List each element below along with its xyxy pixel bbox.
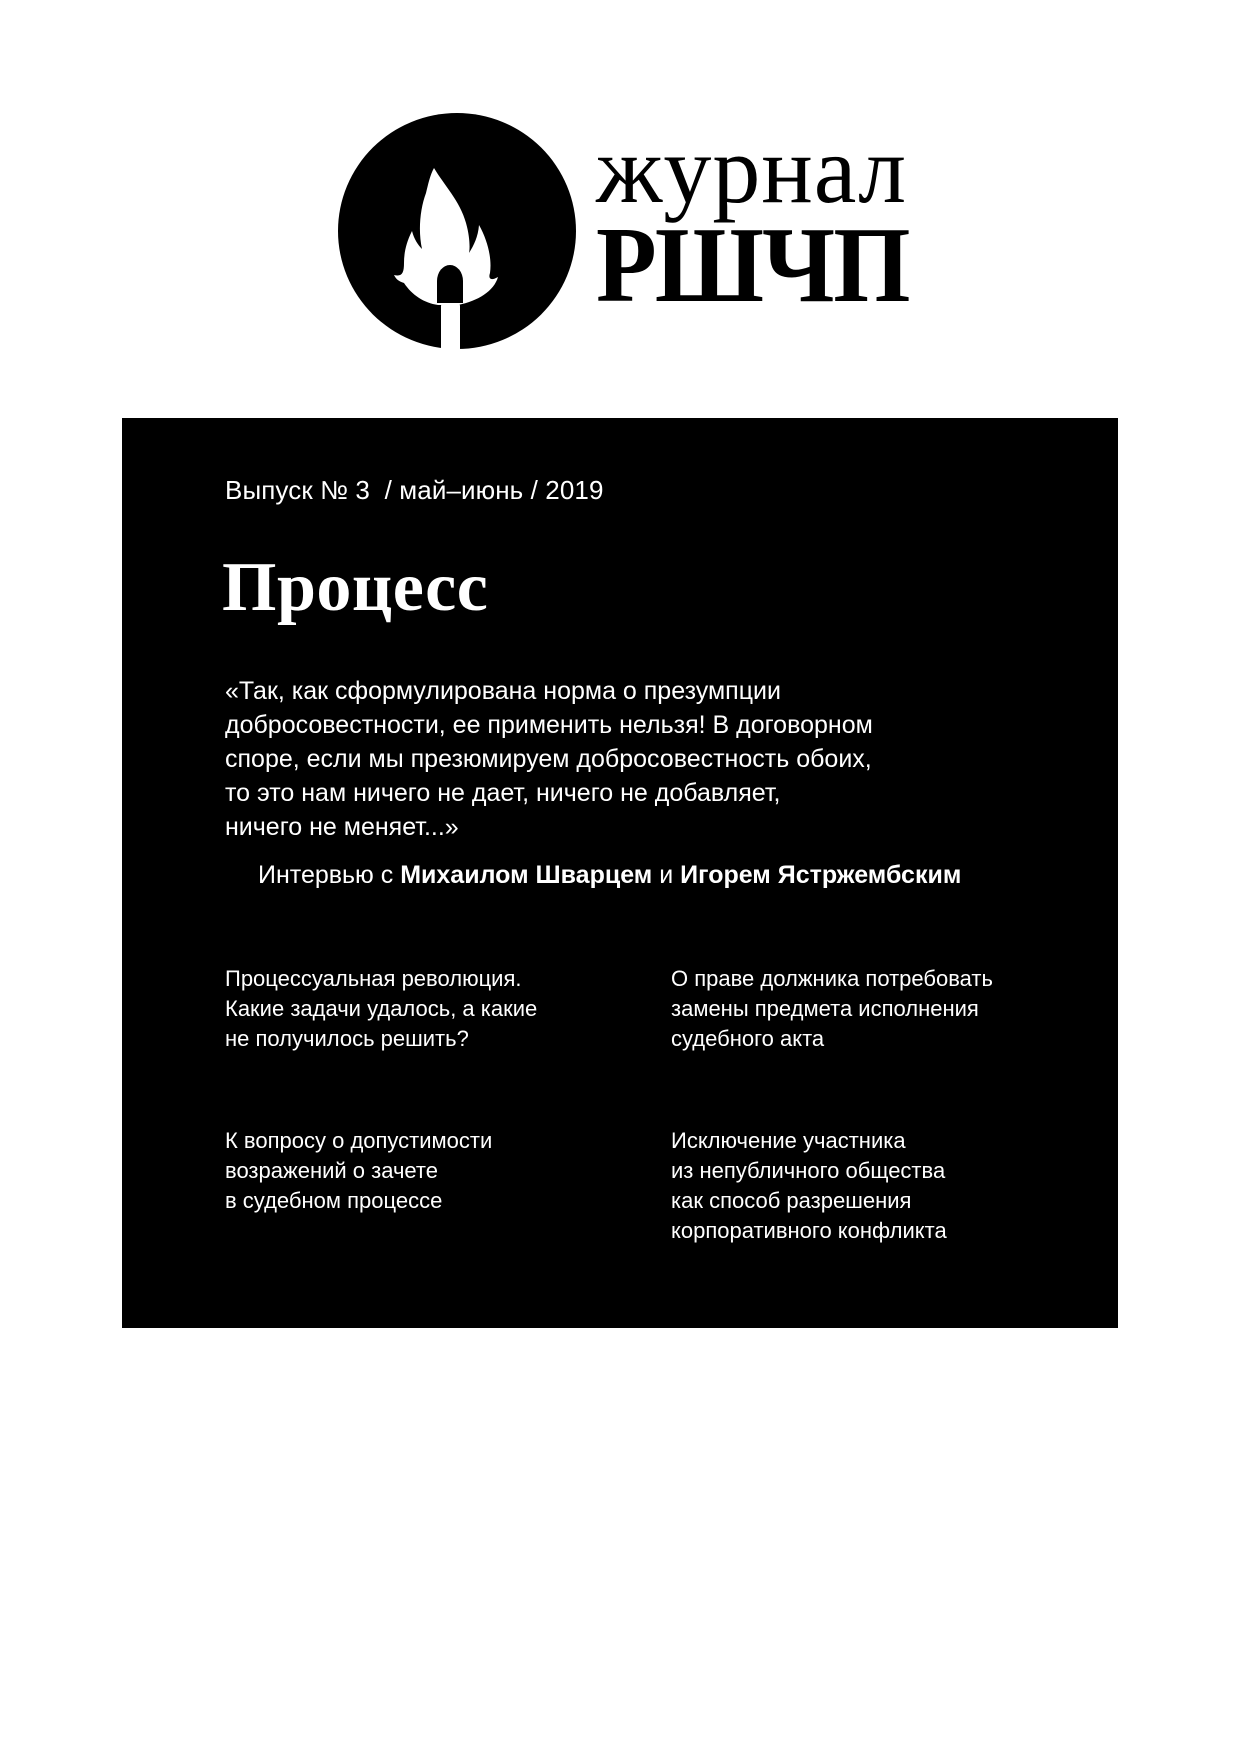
journal-wordmark xyxy=(596,116,936,325)
topic-line: Какие задачи удалось, а какие xyxy=(225,996,538,1021)
interviewee-name: Михаилом Шварцем xyxy=(400,861,653,889)
topic-line: К вопросу о допустимости xyxy=(225,1128,493,1153)
topic-line: возражений о зачете xyxy=(225,1158,438,1183)
interviewee-name: Игорем Ястржембским xyxy=(680,861,962,889)
topic-item xyxy=(671,964,993,1054)
topic-line: корпоративного конфликта xyxy=(671,1218,947,1243)
issue-title: Процесс xyxy=(222,549,489,626)
topic-item xyxy=(225,964,537,1054)
topic-line: как способ разрешения xyxy=(671,1188,912,1213)
masthead xyxy=(0,0,1241,400)
quote-line: споре, если мы презюмируем добросовестность обоих, xyxy=(225,745,872,773)
topic-line: замены предмета исполнения xyxy=(671,996,979,1021)
quote-line: то это нам ничего не дает, ничего не добавляет, xyxy=(225,779,781,807)
credit-conjunction: и xyxy=(652,861,681,889)
topic-line: Процессуальная революция. xyxy=(225,966,522,991)
issue-number-date: Выпуск № 3 / май–июнь / 2019 xyxy=(225,475,604,505)
quote-line: ничего не меняет...» xyxy=(225,813,459,841)
topic-line: в судебном процессе xyxy=(225,1188,443,1213)
topic-line: из непубличного общества xyxy=(671,1158,946,1183)
topic-line: Исключение участника xyxy=(671,1128,906,1153)
cover-panel xyxy=(122,418,1118,1328)
lead-quote xyxy=(225,674,1005,844)
wordmark-rshchp: РШЧП xyxy=(596,206,909,325)
topic-line: судебного акта xyxy=(671,1026,825,1051)
wordmark-journal: журнал xyxy=(596,116,908,223)
topic-item xyxy=(225,1126,492,1216)
quote-line: добросовестности, ее применить нельзя! В договорном xyxy=(225,711,873,739)
burning-match-icon xyxy=(338,113,576,359)
topic-line: не получилось решить? xyxy=(225,1026,469,1051)
topic-line: О праве должника потребовать xyxy=(671,966,993,991)
quote-line: «Так, как сформулирована норма о презумпции xyxy=(225,677,781,705)
topic-item xyxy=(671,1126,947,1246)
interview-credit xyxy=(258,858,961,892)
credit-prefix: Интервью с xyxy=(258,861,401,889)
